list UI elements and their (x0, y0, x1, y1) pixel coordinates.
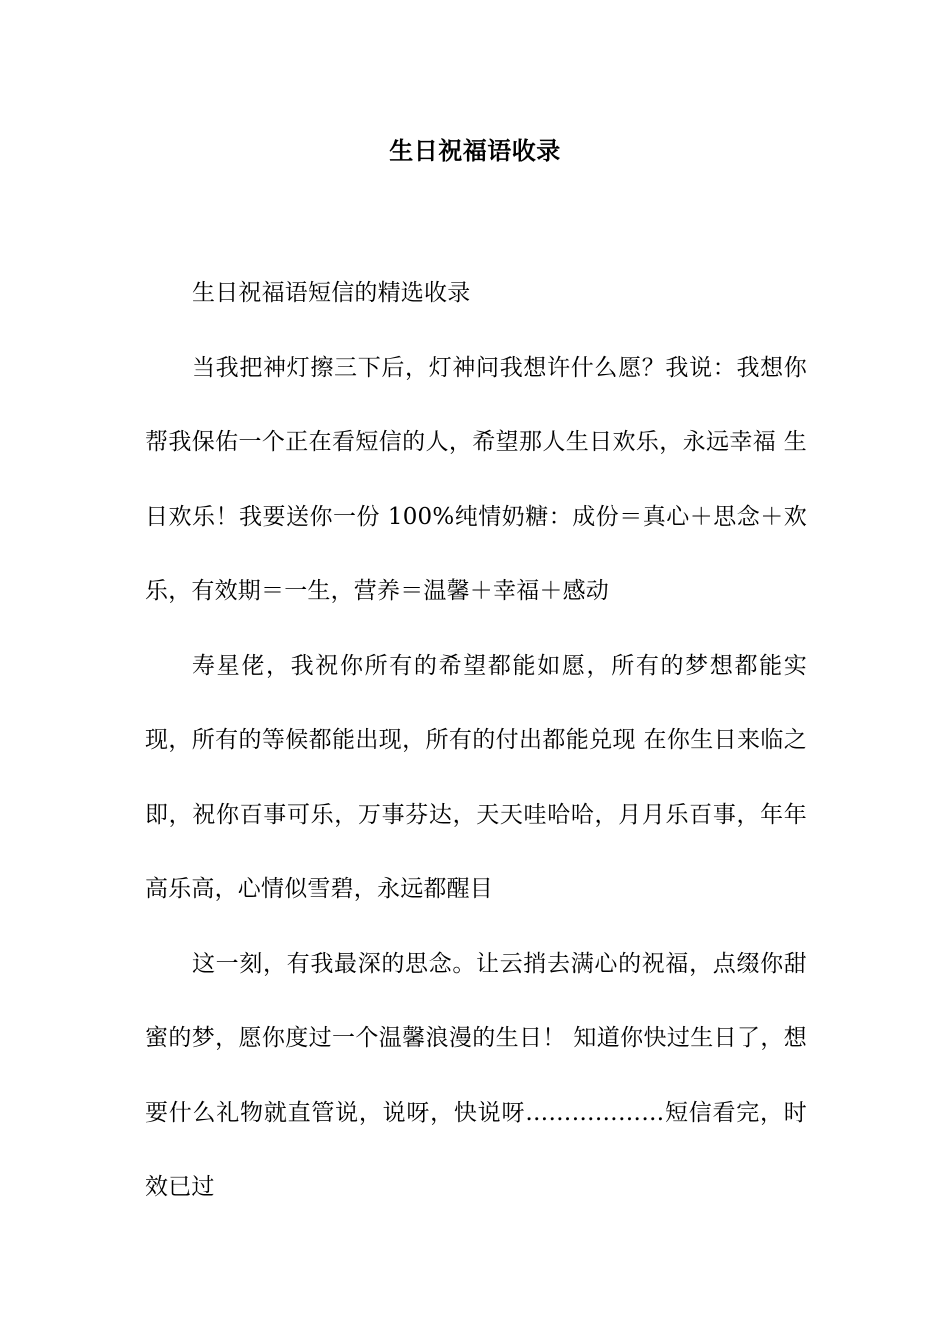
paragraph-wish-this-moment: 这一刻，有我最深的思念。让云捎去满心的祝福，点缀你甜蜜的梦，愿你度过一个温馨浪漫的生日！ 知道你快过生日了，想要什么礼物就直管说，说呀，快说呀………………短信看完，时效已过 (145, 950, 807, 1200)
paragraph-wish-genie: 当我把神灯擦三下后，灯神问我想许什么愿？我说：我想你帮我保佑一个正在看短信的人，希望那人生日欢乐，永远幸福 生日欢乐！我要送你一份 100%纯情奶糖：成份＝真心＋思念＋欢乐，有效期＝一生，营养＝温馨＋幸福＋感动 (145, 354, 807, 604)
document-title: 生日祝福语收录 (389, 136, 561, 165)
paragraph-subtitle: 生日祝福语短信的精选收录 (192, 280, 471, 306)
document-body (145, 256, 807, 1225)
paragraph-wish-birthday-star: 寿星佬，我祝你所有的希望都能如愿，所有的梦想都能实现，所有的等候都能出现，所有的付出都能兑现 在你生日来临之即，祝你百事可乐，万事芬达，天天哇哈哈，月月乐百事，年年高乐高，心情似雪碧，永远都醒目 (145, 652, 807, 902)
